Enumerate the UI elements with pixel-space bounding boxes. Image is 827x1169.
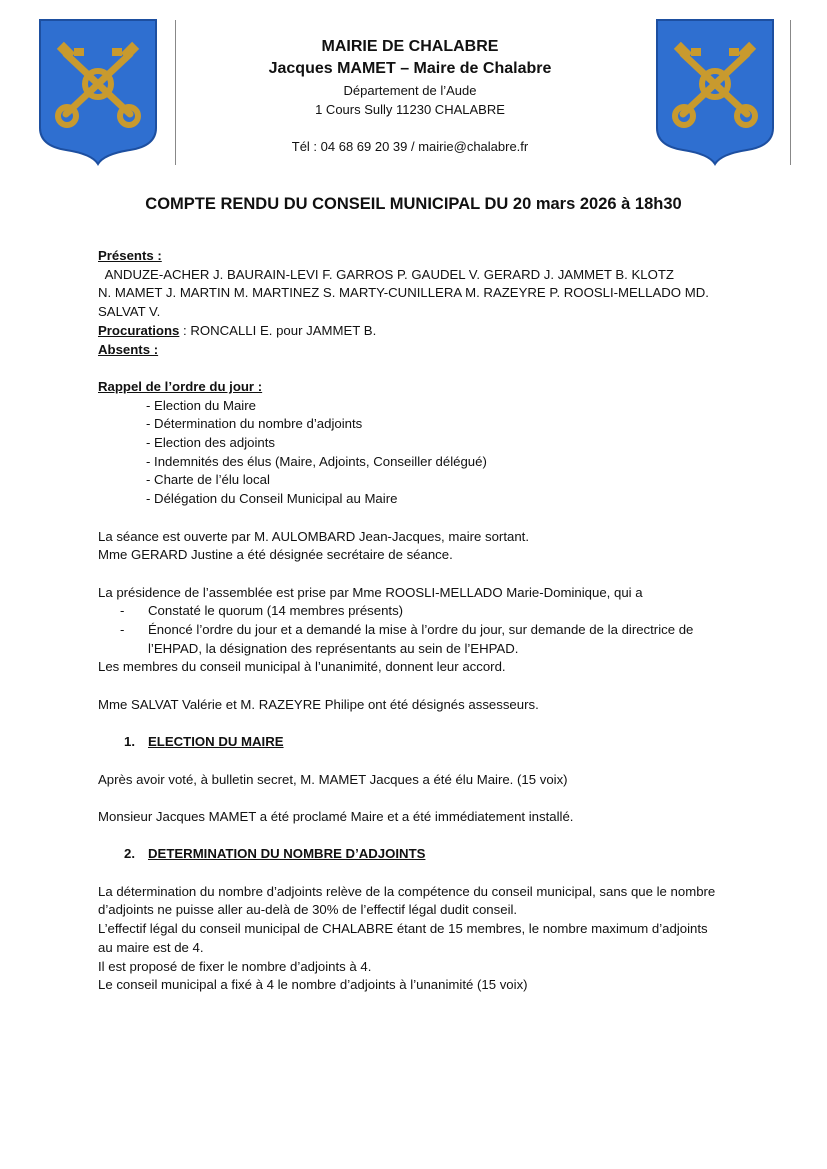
agenda-item: - Délégation du Conseil Municipal au Maire [146,491,398,507]
absents-label: Absents : [98,341,159,357]
section1-paragraph-2: Monsieur Jacques MAMET a été proclamé Maire et a été immédiatement installé. [98,808,574,824]
list-item: - Énoncé l’ordre du jour et a demandé la mise à l’ordre du jour, sur demande de la directrice de l’EHPAD, la désignation des représentants au sein de l’EHPAD. [98,621,718,658]
agenda-item: - Election du Maire [146,397,256,413]
presents-line-3: SALVAT V. [98,304,161,320]
list-item: - Constaté le quorum (14 membres présents) [98,602,718,621]
contact-line: Tél : 04 68 69 20 39 / mairie@chalabre.fr [291,139,529,154]
presents-line-1: Présents : ANDUZE-ACHER J. BAURAIN-LEVI F. GARROS P. GAUDEL V. GERARD J. JAMMET B. KLOTZ [98,248,674,282]
absents-line [98,341,718,360]
letterhead [180,36,640,156]
section2-paragraph-1: La détermination du nombre d’adjoints relève de la compétence du conseil municipal, sans que le nombre d’adjoints ne puisse aller au-delà de 30% de l’effectif légal dudit conseil. [98,883,716,918]
departement: Département de l’Aude [343,83,477,98]
agenda-item: - Détermination du nombre d’adjoints [146,416,363,432]
document-body [98,247,718,995]
document-title: COMPTE RENDU DU CONSEIL MUNICIPAL DU 20 mars 2026 à 18h30 [145,195,682,213]
header-divider-left [175,20,176,165]
presents-line-2: N. MAMET J. MARTIN M. MARTINEZ S. MARTY-CUNILLERA M. RAZEYRE P. ROOSLI-MELLADO MD. [98,285,709,301]
address: 1 Cours Sully 11230 CHALABRE [315,102,505,117]
section2-paragraph-4: Le conseil municipal a fixé à 4 le nombre d’adjoints à l’unanimité (15 voix) [98,977,528,993]
agenda-item: - Election des adjoints [146,435,276,451]
procurations-line: Procurations : RONCALLI E. pour JAMMET B. [98,322,377,338]
accord-line: Les membres du conseil municipal à l’unanimité, donnent leur accord. [98,659,506,675]
header-divider-right [790,20,791,165]
agenda-list [146,397,718,509]
section2-paragraph-2: L’effectif légal du conseil municipal de CHALABRE étant de 15 membres, le nombre maximum d’adjoints au maire est de 4. [98,921,708,955]
chalabre-crest-left-icon [38,18,158,166]
presidence-intro: La présidence de l’assemblée est prise par Mme ROOSLI-MELLADO Marie-Dominique, qui a [98,584,643,600]
section1-paragraph-1: Après avoir voté, à bulletin secret, M. MAMET Jacques a été élu Maire. (15 voix) [98,771,568,787]
agenda-label: Rappel de l’ordre du jour : [98,378,263,394]
procurations-label: Procurations [98,322,180,338]
chalabre-crest-right-icon [655,18,775,166]
assesseurs-line: Mme SALVAT Valérie et M. RAZEYRE Philipe ont été désignés assesseurs. [98,696,539,712]
opening-line-1: La séance est ouverte par M. AULOMBARD Jean-Jacques, maire sortant. [98,528,529,544]
section-heading-2: 2. DETERMINATION DU NOMBRE D’ADJOINTS [124,846,426,862]
agenda-item: - Charte de l’élu local [146,472,270,488]
section-heading-1: 1. ELECTION DU MAIRE [124,734,284,750]
section2-paragraph-3: Il est proposé de fixer le nombre d’adjoints à 4. [98,958,372,974]
agenda-item: - Indemnités des élus (Maire, Adjoints, Conseiller délégué) [146,453,487,469]
presents-label: Présents : [98,248,162,263]
mairie-name: MAIRIE DE CHALABRE [321,38,499,55]
presidence-list [98,602,718,658]
opening-line-2: Mme GERARD Justine a été désignée secrétaire de séance. [98,547,453,563]
mayor-name: Jacques MAMET – Maire de Chalabre [268,60,552,77]
